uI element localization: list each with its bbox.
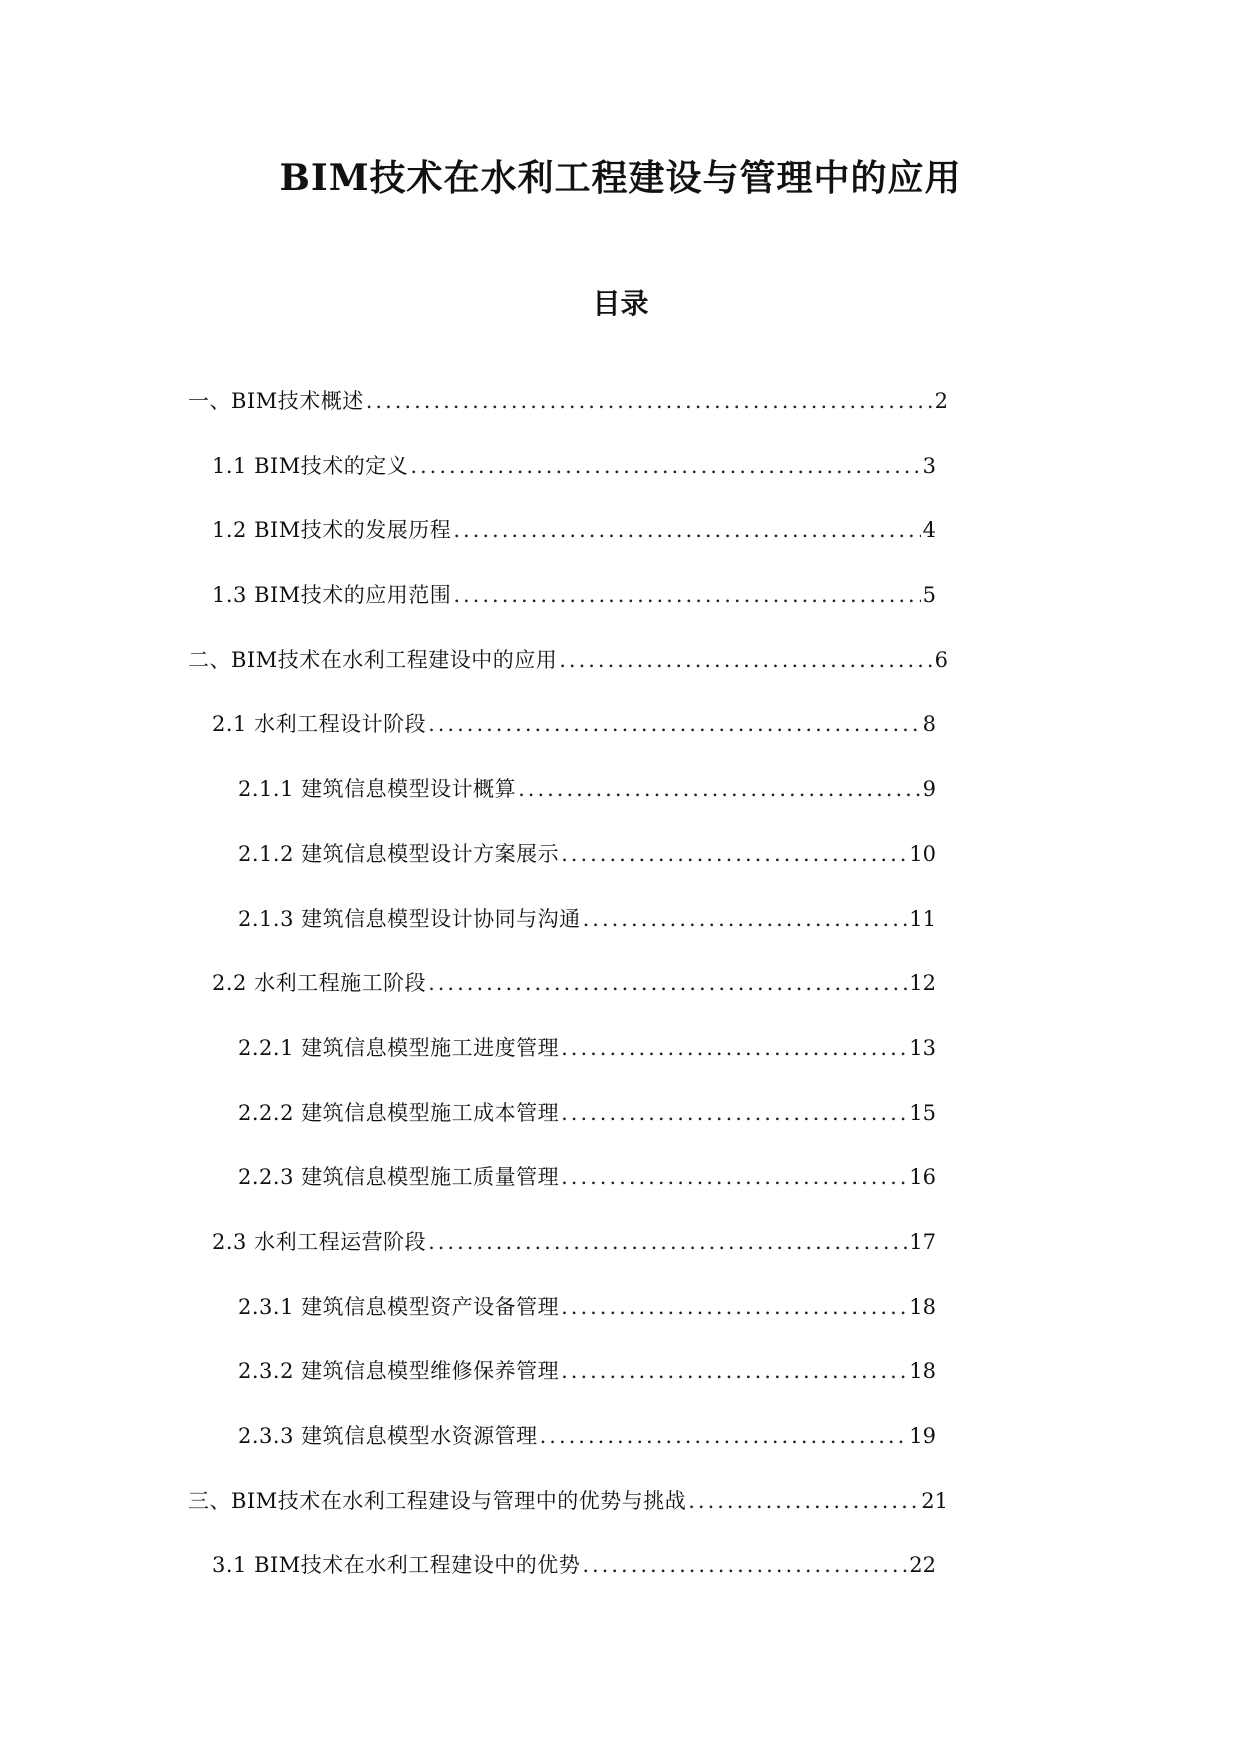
toc-dot-leader	[453, 583, 920, 607]
toc-entry-page: 8	[922, 712, 936, 737]
toc-entry-page: 18	[909, 1359, 936, 1384]
toc-entry-label: 1.3 BIM技术的应用范围	[212, 583, 452, 608]
toc-entry-label: 2.2.1 建筑信息模型施工进度管理	[238, 1035, 560, 1060]
toc-entry-label: 2.2.2 建筑信息模型施工成本管理	[238, 1100, 560, 1125]
toc-entry-page: 5	[922, 583, 936, 608]
toc-entry-page: 3	[922, 453, 936, 478]
toc-entry-page: 9	[922, 777, 936, 802]
toc-entry-page: 22	[909, 1553, 936, 1578]
toc-entry[interactable]	[188, 1420, 936, 1485]
toc-heading: 目录	[592, 287, 649, 320]
toc-entry[interactable]	[188, 1161, 936, 1226]
document-title: BIM技术在水利工程建设与管理中的应用	[279, 157, 962, 199]
toc-entry-label: 一、BIM技术概述	[188, 389, 364, 413]
toc-entry-label: 1.1 BIM技术的定义	[212, 453, 409, 478]
toc-entry[interactable]	[188, 1355, 936, 1420]
toc-entry[interactable]	[188, 579, 936, 644]
toc-entry[interactable]	[188, 708, 936, 773]
toc-entry[interactable]	[188, 1485, 948, 1550]
toc-entry-label: 2.1 水利工程设计阶段	[212, 712, 427, 737]
toc-entry-label: 2.3.2 建筑信息模型维修保养管理	[238, 1359, 560, 1384]
toc-entry-page: 6	[934, 647, 948, 672]
toc-entry[interactable]	[188, 644, 948, 709]
toc-dot-leader	[561, 1101, 907, 1125]
toc-entry-page: 17	[909, 1229, 936, 1254]
toc-entry-page: 10	[909, 841, 936, 866]
toc-entry-label: 2.3.3 建筑信息模型水资源管理	[238, 1424, 538, 1448]
toc-entry[interactable]	[188, 514, 936, 579]
table-of-contents	[188, 385, 948, 1614]
toc-entry-page: 21	[921, 1488, 948, 1513]
toc-entry[interactable]	[188, 450, 936, 515]
toc-entry[interactable]	[188, 773, 936, 838]
toc-entry-label: 3.1 BIM技术在水利工程建设中的优势	[212, 1553, 581, 1578]
toc-entry-page: 11	[909, 906, 936, 931]
toc-entry[interactable]	[188, 1097, 936, 1162]
toc-entry-label: 2.1.2 建筑信息模型设计方案展示	[238, 841, 560, 866]
toc-entry[interactable]	[188, 1032, 936, 1097]
toc-entry[interactable]	[188, 967, 936, 1032]
toc-entry[interactable]	[188, 838, 936, 903]
toc-entry-page: 18	[909, 1294, 936, 1319]
toc-entry-page: 12	[909, 971, 936, 996]
toc-dot-leader	[561, 1295, 907, 1319]
toc-entry-label: 2.3.1 建筑信息模型资产设备管理	[238, 1294, 560, 1319]
toc-dot-leader	[561, 1165, 907, 1189]
toc-entry-page: 19	[909, 1424, 936, 1448]
toc-dot-leader	[561, 1359, 907, 1383]
toc-entry-label: 二、BIM技术在水利工程建设中的应用	[188, 647, 558, 672]
toc-entry-page: 13	[909, 1035, 936, 1060]
toc-entry-label: 2.1.3 建筑信息模型设计协同与沟通	[238, 906, 581, 931]
toc-entry[interactable]	[188, 385, 948, 450]
toc-entry-page: 15	[909, 1100, 936, 1125]
toc-entry[interactable]	[188, 1549, 936, 1614]
toc-entry[interactable]	[188, 1226, 936, 1291]
toc-entry-label: 1.2 BIM技术的发展历程	[212, 518, 452, 543]
toc-dot-leader	[688, 1489, 919, 1513]
toc-entry[interactable]	[188, 903, 936, 968]
toc-entry-label: 2.3 水利工程运营阶段	[212, 1229, 427, 1254]
toc-entry-page: 16	[909, 1165, 936, 1190]
toc-dot-leader	[428, 971, 907, 995]
toc-entry-page: 2	[934, 389, 948, 413]
toc-entry-label: 2.2 水利工程施工阶段	[212, 971, 427, 996]
toc-dot-leader	[366, 389, 933, 413]
toc-entry-label: 2.1.1 建筑信息模型设计概算	[238, 777, 517, 802]
toc-dot-leader	[518, 777, 921, 801]
toc-dot-leader	[410, 454, 920, 478]
toc-dot-leader	[561, 842, 907, 866]
toc-dot-leader	[428, 1230, 907, 1254]
toc-dot-leader	[583, 907, 908, 931]
toc-dot-leader	[582, 1553, 907, 1577]
toc-entry-label: 三、BIM技术在水利工程建设与管理中的优势与挑战	[188, 1488, 687, 1513]
toc-dot-leader	[453, 518, 920, 542]
toc-entry[interactable]	[188, 1291, 936, 1356]
toc-dot-leader	[428, 712, 921, 736]
toc-dot-leader	[561, 1036, 907, 1060]
toc-dot-leader	[559, 648, 932, 672]
toc-dot-leader	[540, 1424, 908, 1448]
toc-entry-page: 4	[922, 518, 936, 543]
toc-entry-label: 2.2.3 建筑信息模型施工质量管理	[238, 1165, 560, 1190]
